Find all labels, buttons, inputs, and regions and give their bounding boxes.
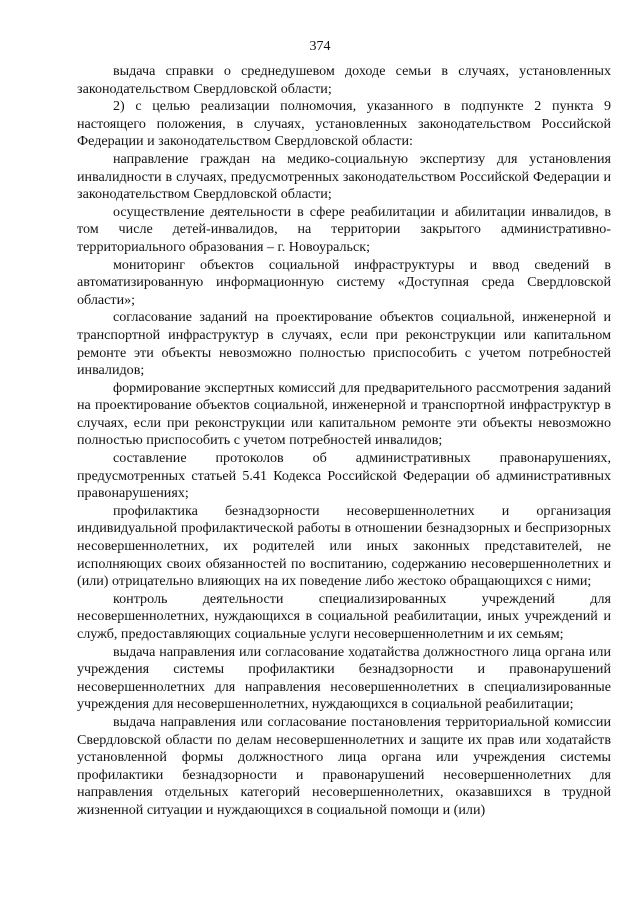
paragraph: формирование экспертных комиссий для предварительного рассмотрения заданий на проектирование объектов социальной, инженерной и транспортной инфраструктур в случаях, если при реконструкции или капитальном ремонте эти объекты невозможно полностью приспособить с учетом потребностей инвалидов; <box>77 379 611 449</box>
paragraph: составление протоколов об административных правонарушениях, предусмотренных статьей 5.41 Кодекса Российской Федерации об административных правонарушениях; <box>77 450 611 502</box>
paragraph: согласование заданий на проектирование объектов социальной, инженерной и транспортной инфраструктур в случаях, если при реконструкции или капитальном ремонте эти объекты невозможно полностью приспособить с учетом потребностей инвалидов; <box>77 309 611 379</box>
paragraph: 2) с целью реализации полномочия, указанного в подпункте 2 пункта 9 настоящего положения, в случаях, установленных законодательством Российской Федерации и законодательством Свердловской области: <box>77 98 611 150</box>
document-body <box>77 63 611 820</box>
paragraph: мониторинг объектов социальной инфраструктуры и ввод сведений в автоматизированную информационную систему «Доступная среда Свердловской области»; <box>77 256 611 308</box>
paragraph: профилактика безнадзорности несовершеннолетних и организация индивидуальной профилактической работы в отношении безнадзорных и беспризорных несовершеннолетних, их родителей или иных законных представителей, не исполняющих своих обязанностей по воспитанию, содержанию несовершеннолетних и (или) отрицательно влияющих на их поведение либо жестоко обращающихся с ними; <box>77 502 611 590</box>
paragraph: направление граждан на медико-социальную экспертизу для установления инвалидности в случаях, предусмотренных законодательством Российской Федерации и законодательством Свердловской области; <box>77 150 611 203</box>
paragraph: выдача направления или согласование постановления территориальной комиссии Свердловской области по делам несовершеннолетних и защите их прав или ходатайств установленной формы должностного лица органа или учреждения системы профилактики безнадзорности и правонарушений несовершеннолетних для направления отдельных категорий несовершеннолетних, оказавшихся в трудной жизненной ситуации и нуждающихся в социальной помощи и (или) <box>77 713 611 818</box>
paragraph: выдача справки о среднедушевом доходе семьи в случаях, установленных законодательством Свердловской области; <box>77 63 611 97</box>
paragraph: осуществление деятельности в сфере реабилитации и абилитации инвалидов, в том числе детей-инвалидов, на территории закрытого административно-территориального образования – г. Новоуральск; <box>77 203 611 255</box>
paragraph: выдача направления или согласование ходатайства должностного лица органа или учреждения системы профилактики безнадзорности и правонарушений несовершеннолетних для направления несовершеннолетних в специализированные учреждения для несовершеннолетних, нуждающихся в социальной реабилитации; <box>77 643 611 713</box>
page-number: 374 <box>309 39 331 54</box>
paragraph: контроль деятельности специализированных учреждений для несовершеннолетних, нуждающихся в социальной реабилитации, иных учреждений и служб, предоставляющих социальные услуги несовершеннолетним и их семьям; <box>77 590 611 642</box>
